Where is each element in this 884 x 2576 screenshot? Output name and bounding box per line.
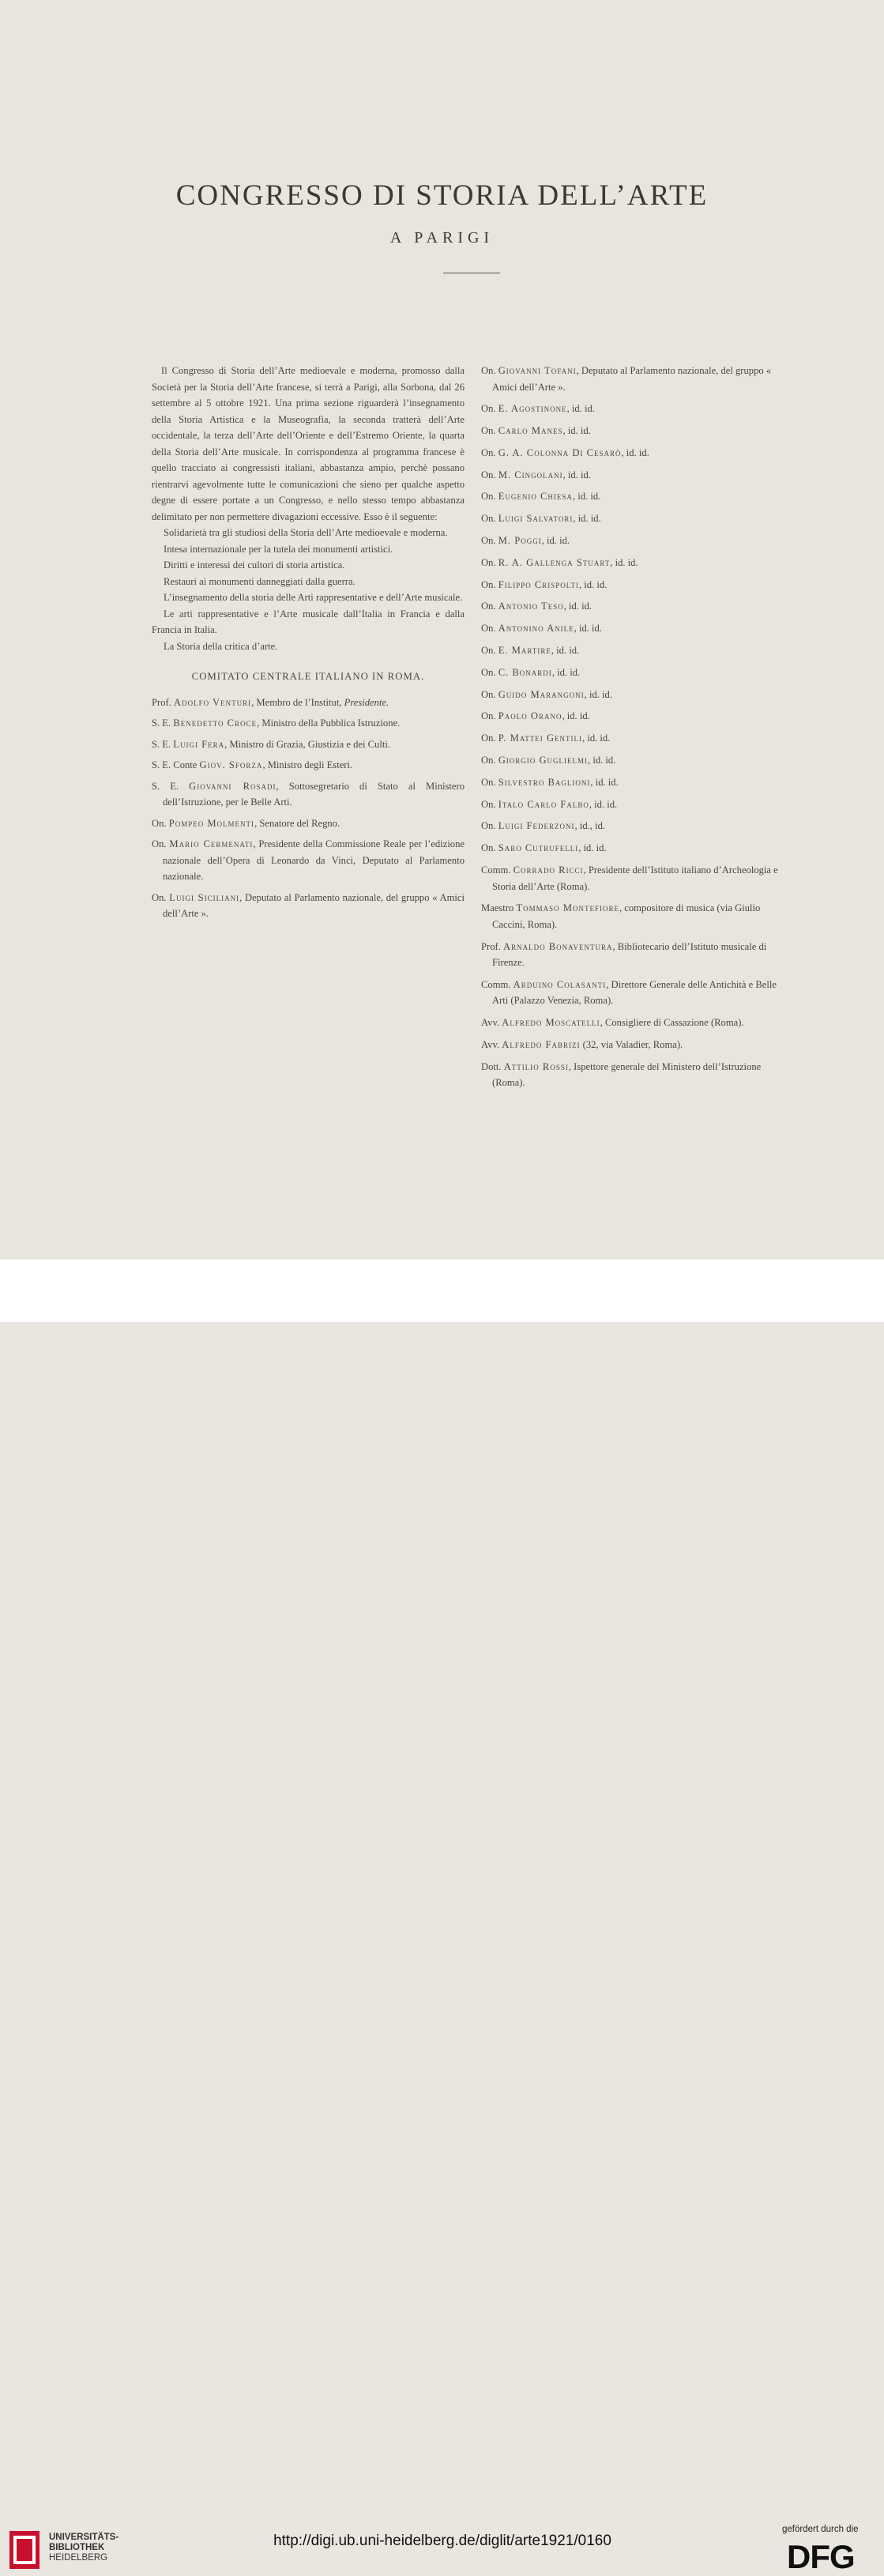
member-name: Luigi Siciliani xyxy=(169,891,240,903)
member-description: , id. id. xyxy=(551,666,581,678)
member-description: , id. id. xyxy=(610,556,638,568)
member-name: M. Cingolani xyxy=(498,469,563,480)
committee-member xyxy=(481,1059,793,1091)
member-name: Corrado Ricci xyxy=(513,864,584,876)
member-name: Antonino Anile xyxy=(498,623,574,635)
member-name: Silvestro Baglioni xyxy=(498,776,591,788)
committee-member xyxy=(481,752,793,769)
member-title: On. xyxy=(481,798,498,810)
member-name: G. A. Colonna Di Cesarò xyxy=(498,446,622,458)
member-name: Attilio Rossi xyxy=(503,1060,569,1072)
member-description: , Bibliotecario dell’Istituto musicale di Firenze. xyxy=(492,940,767,969)
member-description: , id. id. xyxy=(590,776,619,788)
member-description: , id. id. xyxy=(562,710,590,722)
member-name: E. Martire xyxy=(498,645,551,657)
member-title: On. xyxy=(481,491,498,503)
member-description: , id. id. xyxy=(589,798,618,810)
committee-member xyxy=(481,488,793,505)
member-description: , Direttore Generale delle Antichità e Belle Arti (Palazzo Venezia, Roma). xyxy=(492,978,777,1007)
member-title: Comm. xyxy=(481,864,513,876)
member-name: Adolfo Venturi xyxy=(174,696,252,708)
member-title: Prof. xyxy=(152,696,174,708)
library-crest-icon xyxy=(9,2526,43,2574)
member-title: S. E. xyxy=(152,738,174,750)
committee-member xyxy=(481,467,793,484)
member-title: S. E. xyxy=(152,717,174,729)
member-title: On. xyxy=(481,601,498,612)
member-title: On. xyxy=(481,666,498,678)
member-title: On. xyxy=(481,365,498,376)
committee-member xyxy=(481,577,793,593)
topic-item: Solidarietà tra gli studiosi della Storia dell’Arte medioevale e moderna. xyxy=(164,527,448,538)
member-description: , Senatore del Regno. xyxy=(254,817,340,829)
member-title: On. xyxy=(152,838,170,849)
page-subtitle: A PARIGI xyxy=(389,229,495,247)
member-name: C. Bonardi xyxy=(498,666,552,678)
member-description: , Ministro degli Esteri. xyxy=(262,759,353,770)
topic-item: Restauri ai monumenti danneggiati dalla guerra. xyxy=(164,575,355,587)
committee-member xyxy=(481,510,793,527)
committee-member xyxy=(481,1037,793,1053)
member-title: Avv. xyxy=(481,1039,502,1051)
dfg-logo[interactable]: DFG xyxy=(787,2538,855,2575)
member-description: , id. id. xyxy=(572,491,601,503)
committee-member xyxy=(481,840,793,857)
member-name: Guido Marangoni xyxy=(498,688,585,700)
committee-member xyxy=(481,598,793,615)
committee-member xyxy=(481,1015,793,1031)
member-name: Paolo Orano xyxy=(498,710,562,722)
member-description: , id., id. xyxy=(574,820,606,832)
committee-member xyxy=(481,445,793,461)
member-title: On. xyxy=(481,513,498,525)
committee-member xyxy=(481,423,793,439)
member-name: Giorgio Guglielmi xyxy=(498,755,589,766)
member-description: , id. id. xyxy=(573,513,601,525)
member-title: Dott. xyxy=(481,1060,504,1072)
member-name: Alfredo Moscatelli xyxy=(502,1017,600,1029)
member-title: Avv. xyxy=(481,1017,502,1029)
committee-member xyxy=(481,797,793,813)
member-name: E. Agostinone xyxy=(498,403,567,415)
member-title: On. xyxy=(481,710,498,722)
intro-paragraph: Il Congresso di Storia dell’Arte medioevale e moderna, promosso dalla Società per la Storia dell’Arte francese, si terrà a Parigi, alla Sorbona, dal 26 settembre al 5 ottobre 1921. Una prima sezione riguarderà l’insegnamento della Storia Artistica e la Museografia, la seconda tratterà dell’Arte occidentale, la terza dell’Arte dell’Oriente e dell’Estremo Oriente, la quarta della Storia dell’Arte musicale. In corrispondenza al programma francese è quello tracciato ai congressisti italiani, abbastanza ampio, perchè possano rientrarvi agevolmente tutte le comunicazioni che sieno per qualche aspetto degne di essere portate a un Congresso, e nello stesso tempo abbastanza delimitato per non permettere divagazioni eccessive. Esso è il seguente: xyxy=(152,365,465,522)
member-description: , id. id. xyxy=(551,645,580,657)
member-name: Alfredo Fabrizi xyxy=(502,1039,581,1051)
committee-member xyxy=(481,620,793,637)
committee-member xyxy=(152,815,465,832)
member-description: , id. id. xyxy=(588,755,616,766)
member-title: S. E. xyxy=(152,780,190,792)
member-title: On. xyxy=(481,403,498,415)
committee-member xyxy=(481,555,793,571)
committee-member xyxy=(481,642,793,659)
committee-member xyxy=(481,900,793,932)
member-name: Luigi Salvatori xyxy=(498,513,574,525)
committee-member xyxy=(481,730,793,747)
member-title: On. xyxy=(481,645,498,657)
topic-item: L’insegnamento della storia delle Arti rappresentative e dell’Arte musicale. xyxy=(164,592,463,603)
committee-member xyxy=(152,778,465,811)
member-title: On. xyxy=(481,446,498,458)
member-description: , Presidente dell’Istituto italiano d’Archeologia e Storia dell’Arte (Roma). xyxy=(492,864,778,892)
committee-member xyxy=(481,774,793,791)
member-description: , Deputato al Parlamento nazionale, del gruppo « Amici dell’Arte ». xyxy=(492,365,772,393)
topic-item: Le arti rappresentative e l’Arte musicale dall’Italia in Francia e dalla Francia in Italia. xyxy=(152,608,465,635)
committee-member xyxy=(481,533,793,549)
member-description: , Sottosegretario di Stato al Ministero dell’Istruzione, per le Belle Arti. xyxy=(163,780,465,808)
member-description: , id. id. xyxy=(563,601,592,612)
member-name: Giov. Sforza xyxy=(199,759,263,770)
member-name: Luigi Federzoni xyxy=(498,820,575,832)
member-description: , Membro de l’Institut, xyxy=(251,696,344,708)
library-name-line1: UNIVERSITÄTS- xyxy=(49,2533,119,2542)
member-description: (32, via Valadier, Roma). xyxy=(580,1039,683,1051)
member-name: Saro Cutrufelli xyxy=(498,842,579,854)
member-description: , id. id. xyxy=(584,688,612,700)
member-title: Maestro xyxy=(481,902,517,914)
member-description: , compositore di musica (via Giulio Caccini, Roma). xyxy=(492,902,761,930)
member-title: On. xyxy=(481,556,498,568)
member-description: , Ispettore generale del Ministero dell’Istruzione (Roma). xyxy=(492,1060,762,1089)
member-title: On. xyxy=(481,535,498,547)
source-url-link[interactable]: http://digi.ub.uni-heidelberg.de/diglit/arte1921/0160 xyxy=(273,2533,611,2549)
member-title: On. xyxy=(481,733,498,744)
member-description: , id. id. xyxy=(562,469,591,480)
member-title: Prof. xyxy=(481,940,503,952)
committee-member xyxy=(481,818,793,834)
left-members-list xyxy=(152,695,465,922)
committee-member xyxy=(481,401,793,417)
member-title: On. xyxy=(481,776,498,788)
committee-member xyxy=(481,708,793,725)
member-name: Giovanni Tofani xyxy=(498,365,577,376)
member-name: Eugenio Chiesa xyxy=(498,491,573,503)
committee-member xyxy=(152,695,465,711)
member-description: , id. id. xyxy=(578,578,608,590)
topic-item: Intesa internazionale per la tutela dei monumenti artistici. xyxy=(164,543,393,555)
library-name-line3: HEIDELBERG xyxy=(49,2553,108,2563)
topic-item: La Storia della critica d’arte. xyxy=(164,640,278,652)
member-name: Antonio Teso xyxy=(498,601,564,612)
member-name: Filippo Crispolti xyxy=(498,578,579,590)
scanned-page xyxy=(0,0,884,1260)
member-title: On. xyxy=(481,755,498,766)
member-name: P. Mattei Gentili xyxy=(498,733,583,744)
member-title: On. xyxy=(481,842,498,854)
committee-member xyxy=(481,977,793,1009)
member-description: , Ministro di Grazia, Giustizia e dei Culti. xyxy=(224,738,390,750)
member-name: Italo Carlo Falbo xyxy=(498,798,589,810)
page-title: CONGRESSO DI STORIA DELL’ARTE xyxy=(175,179,709,212)
footer-bar xyxy=(0,1260,884,2575)
committee-member xyxy=(481,862,793,894)
member-name: Arnaldo Bonaventura xyxy=(503,940,613,952)
member-description: , id. id. xyxy=(541,535,570,547)
committee-member xyxy=(152,715,465,732)
member-title: On. xyxy=(481,820,498,832)
member-name: Arduino Colasanti xyxy=(513,978,607,990)
committee-member xyxy=(152,890,465,922)
member-description: , id. id. xyxy=(566,403,595,415)
member-title: On. xyxy=(481,469,498,480)
member-title: S. E. Conte xyxy=(152,759,200,770)
member-name: R. A. Gallenga Stuart xyxy=(498,556,611,568)
member-title: On. xyxy=(152,891,170,903)
member-name: Mario Cermenati xyxy=(169,838,254,849)
member-name: Giovanni Rosadi xyxy=(189,780,276,792)
funded-by-label: gefördert durch die xyxy=(782,2525,859,2534)
topics-list xyxy=(152,525,465,654)
member-description: , id. id. xyxy=(578,842,607,854)
member-role: Presidente. xyxy=(344,696,389,708)
member-title: On. xyxy=(481,425,498,437)
member-name: M. Poggi xyxy=(498,535,542,547)
committee-member xyxy=(152,836,465,885)
member-title: Comm. xyxy=(481,978,513,990)
member-description: , id. id. xyxy=(621,446,649,458)
member-title: On. xyxy=(481,623,498,635)
right-members-list xyxy=(481,363,793,1091)
member-description: , id. id. xyxy=(574,623,603,635)
committee-member xyxy=(481,363,793,395)
member-title: On. xyxy=(481,578,498,590)
member-description: , id. id. xyxy=(582,733,611,744)
committee-member xyxy=(481,665,793,681)
member-name: Benedetto Croce xyxy=(173,717,258,729)
topic-item: Diritti e interessi dei cultori di storia artistica. xyxy=(164,559,345,571)
committee-member xyxy=(481,687,793,703)
committee-member xyxy=(152,757,465,774)
member-description: , Deputato al Parlamento nazionale, del gruppo « Amici dell’Arte ». xyxy=(163,891,465,919)
library-name-line2: BIBLIOTHEK xyxy=(49,2543,105,2552)
committee-member xyxy=(481,939,793,971)
member-name: Pompeo Molmenti xyxy=(168,817,255,829)
member-description: , id. id. xyxy=(562,425,591,437)
member-description: , Presidente della Commissione Reale per l’edizione nazionale dell’Opera di Leonardo da Vinci, Deputato al Parlamento nazionale. xyxy=(163,838,465,882)
right-column xyxy=(481,363,793,1097)
member-name: Carlo Manes xyxy=(498,425,563,437)
member-name: Luigi Fera xyxy=(173,738,225,750)
committee-heading: COMITATO CENTRALE ITALIANO IN ROMA. xyxy=(191,671,425,682)
member-description: , Ministro della Pubblica Istruzione. xyxy=(257,717,401,729)
member-description: , Consigliere di Cassazione (Roma). xyxy=(600,1017,744,1029)
member-title: On. xyxy=(152,817,169,829)
library-logo[interactable] xyxy=(9,2526,128,2574)
left-column xyxy=(152,363,465,927)
member-name: Tommaso Montefiore xyxy=(516,902,619,914)
member-title: On. xyxy=(481,688,498,700)
committee-member xyxy=(152,736,465,753)
